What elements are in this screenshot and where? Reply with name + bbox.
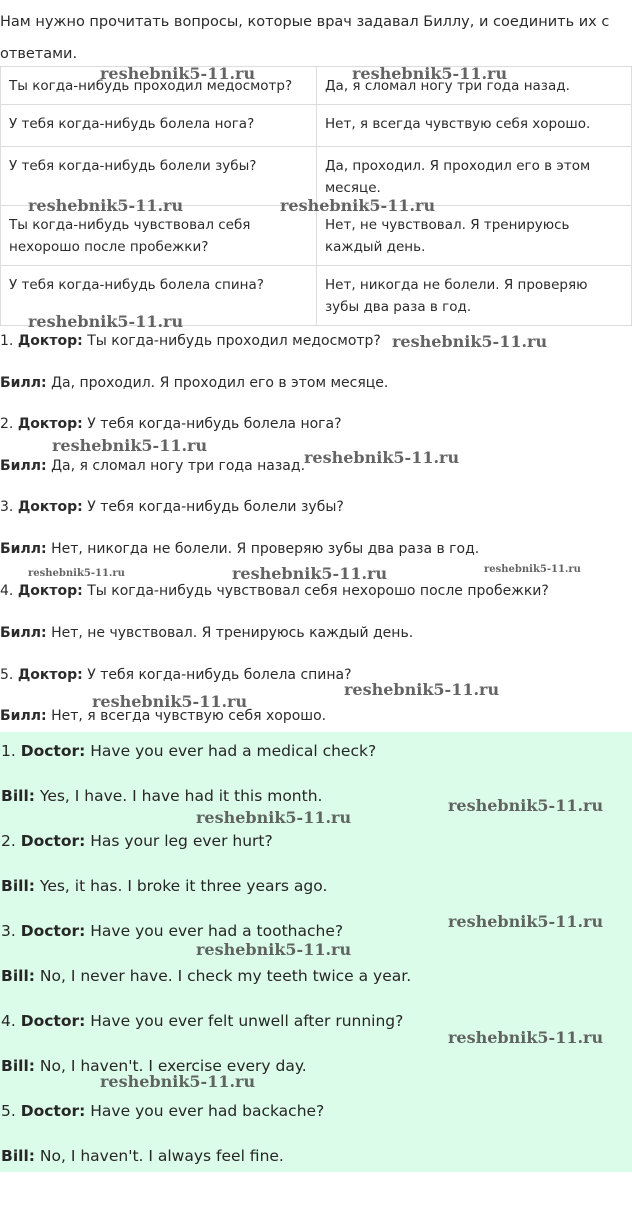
watermark: reshebnik5-11.ru [280,196,436,215]
table-cell-answer: Да, проходил. Я проходил его в этом месяце. [317,147,632,206]
table-cell-answer: Да, я сломал ногу три года назад. [317,67,632,105]
ru-answer-3: Билл: Нет, никогда не болели. Я проверяю зубы два раза в год. [0,541,480,557]
en-question-1: 1. Doctor: Have you ever had a medical check? [1,742,377,760]
watermark: reshebnik5-11.ru [28,568,125,579]
en-answer-2: Bill: Yes, it has. I broke it three years ago. [1,877,328,895]
watermark: reshebnik5-11.ru [484,564,581,575]
table-cell-question: У тебя когда-нибудь болела спина? [1,266,317,326]
en-question-4: 4. Doctor: Have you ever felt unwell after running? [1,1012,404,1030]
watermark: reshebnik5-11.ru [28,312,184,331]
table-cell-answer: Нет, я всегда чувствую себя хорошо. [317,105,632,147]
watermark: reshebnik5-11.ru [448,912,604,931]
watermark: reshebnik5-11.ru [304,448,460,467]
watermark: reshebnik5-11.ru [28,196,184,215]
table-cell-question: У тебя когда-нибудь болела нога? [1,105,317,147]
watermark: reshebnik5-11.ru [344,680,500,699]
table-row [1,105,632,147]
table-cell-question: Ты когда-нибудь проходил медосмотр? [1,67,317,105]
ru-question-3: 3. Доктор: У тебя когда-нибудь болели зубы? [0,499,344,515]
table-cell-question: Ты когда-нибудь чувствовал себя нехорошо после пробежки? [1,206,317,266]
en-question-3: 3. Doctor: Have you ever had a toothache? [1,922,344,940]
watermark: reshebnik5-11.ru [392,332,548,351]
table-cell-question: У тебя когда-нибудь болели зубы? [1,147,317,206]
watermark: reshebnik5-11.ru [92,692,248,711]
ru-question-5: 5. Доктор: У тебя когда-нибудь болела спина? [0,667,352,683]
ru-question-4: 4. Доктор: Ты когда-нибудь чувствовал себя нехорошо после пробежки? [0,583,549,599]
watermark: reshebnik5-11.ru [232,564,388,583]
watermark: reshebnik5-11.ru [100,1072,256,1091]
table-cell-answer: Нет, не чувствовал. Я тренируюсь каждый день. [317,206,632,266]
table-row [1,67,632,105]
intro-text: Нам нужно прочитать вопросы, которые врач задавал Биллу, и соединить их с ответами. [0,14,610,62]
en-question-5: 5. Doctor: Have you ever had backache? [1,1102,325,1120]
en-answer-4: Bill: No, I haven't. I exercise every day. [1,1057,307,1075]
en-question-2: 2. Doctor: Has your leg ever hurt? [1,832,273,850]
en-answer-5: Bill: No, I haven't. I always feel fine. [1,1147,284,1165]
ru-question-2: 2. Доктор: У тебя когда-нибудь болела нога? [0,416,342,432]
watermark: reshebnik5-11.ru [52,436,208,455]
watermark: reshebnik5-11.ru [448,796,604,815]
en-answer-3: Bill: No, I never have. I check my teeth twice a year. [1,967,412,985]
ru-answer-2: Билл: Да, я сломал ногу три года назад. [0,458,306,474]
watermark: reshebnik5-11.ru [196,940,352,959]
watermark: reshebnik5-11.ru [100,64,256,83]
watermark: reshebnik5-11.ru [352,64,508,83]
en-answer-1: Bill: Yes, I have. I have had it this month. [1,787,323,805]
ru-question-1: 1. Доктор: Ты когда-нибудь проходил медосмотр? [0,333,381,349]
watermark: reshebnik5-11.ru [196,808,352,827]
ru-answer-4: Билл: Нет, не чувствовал. Я тренируюсь каждый день. [0,625,414,641]
watermark: reshebnik5-11.ru [448,1028,604,1047]
ru-answer-5: Билл: Нет, я всегда чувствую себя хорошо. [0,708,327,724]
ru-answer-1: Билл: Да, проходил. Я проходил его в этом месяце. [0,375,389,391]
table-cell-answer: Нет, никогда не болели. Я проверяю зубы два раза в год. [317,266,632,326]
